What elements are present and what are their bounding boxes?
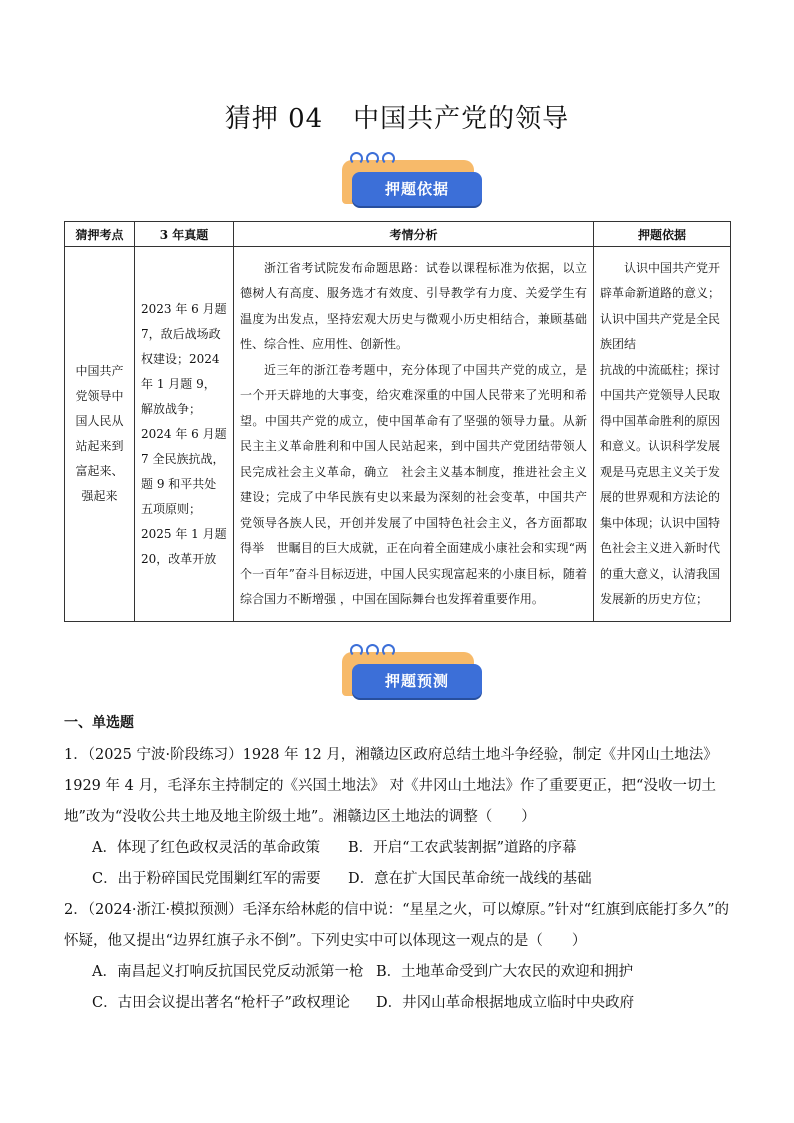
option-d[interactable]: D．意在扩大国民革命统一战线的基础 (348, 871, 592, 887)
cell-analysis (234, 247, 594, 622)
question-stem: 2．（2024·浙江·模拟预测）毛泽东给林彪的信中说：“星星之火，可以燎原。”针对“红旗到底能打多久”的怀疑，他又提出“边界红旗子永不倒”。下列史实中可以体现这一观点的是（ ） (64, 902, 729, 949)
banner-prediction (336, 642, 482, 698)
binder-rings-icon (350, 150, 398, 164)
binder-rings-icon (350, 642, 398, 656)
options (64, 833, 734, 895)
basis-paragraph-2: 抗战的中流砥柱；探讨中国共产党领导人民取得中国革命胜利的原因和意义。认识科学发展观是马克思主义关于发展的世界观和方法论的集中体现；认识中国特色社会主义进入新时代的重大意义，认清我国发展新的历史方位； (600, 362, 721, 606)
header-topic: 猜押考点 (65, 222, 135, 247)
analysis-paragraph-2: 近三年的浙江卷考题中，充分体现了中国共产党的成立，是一个开天辟地的大事变，给灾难深重的中国人民带来了光明和希望。中国共产党的成立，使中国革命有了坚强的领导力量。从新民主主义革命胜利和中国人民站起来，到中国共产党团结带领人民完成社会主义革命，确立 社会主义基本制度，推进社会主义建设；完成了中华民族有史以来最为深刻的社会变革，中国共产党领导各族人民，开创并发展了中国特色社会主义，各方面都取得举 世瞩目的巨大成就，正在向着全面建成小康社会和实现“两 个一百年”奋斗目标迈进，中国人民实现富起来的小康目标，随着综合国力不断增强 ，中国在国际舞台也发挥着重要作用。 (240, 362, 587, 606)
option-b[interactable]: B．开启“工农武装割据”道路的序幕 (348, 840, 577, 856)
header-analysis: 考情分析 (234, 222, 594, 247)
option-c[interactable]: C．出于粉碎国民党围剿红军的需要 (92, 871, 321, 887)
analysis-paragraph-1: 浙江省考试院发布命题思路：试卷以课程标准为依据，以立德树人有高度、服务选才有效度、引导教学有力度、关爱学生有温度为出发点，坚持宏观大历史与微观小历史相结合，兼顾基础性、综合性、应用性、创新性。 (240, 260, 587, 351)
banner-basis (336, 150, 482, 206)
title-prefix: 猜押 04 (224, 104, 324, 134)
analysis-table (64, 221, 731, 622)
title-main: 中国共产党的领导 (353, 104, 570, 134)
banner-label: 押题依据 (352, 172, 482, 206)
section-heading: 一、单选题 (64, 715, 134, 731)
options (64, 957, 734, 1019)
question-2 (64, 895, 734, 1019)
header-basis: 押题依据 (594, 222, 731, 247)
option-b[interactable]: B．土地革命受到广大农民的欢迎和拥护 (376, 964, 634, 980)
header-past-exams: 3 年真题 (135, 222, 234, 247)
question-stem: 1．（2025 宁波·阶段练习）1928 年 12 月，湘赣边区政府总结土地斗争经验，制定《井冈山土地法》 1929 年 4 月，毛泽东主持制定的《兴国土地法》 对《井冈山土地法》作了重要更正，把“没收一切土地”改为“没收公共土地及地主阶级土地”。湘赣边区土地法的调整（ ） (64, 747, 718, 825)
option-d[interactable]: D．井冈山革命根据地成立临时中央政府 (376, 995, 635, 1011)
page-title (0, 98, 794, 135)
option-a[interactable]: A．南昌起义打响反抗国民党反动派第一枪 (92, 964, 364, 980)
option-c[interactable]: C．古田会议提出著名“枪杆子”政权理论 (92, 995, 350, 1011)
cell-topic: 中国共产党领导中国人民从站起来到富起来、强起来 (65, 247, 135, 622)
question-1 (64, 740, 734, 895)
basis-paragraph-1: 认识中国共产党开辟革命新道路的意义；认识中国共产党是全民族团结 (600, 260, 721, 351)
cell-basis (594, 247, 731, 622)
table-header-row (65, 222, 731, 247)
cell-past-exams: 2023 年 6 月题 7，敌后战场政权建设；2024 年 1 月题 9，解放战争；2024 年 6 月题 7 全民族抗战，题 9 和平共处五项原则；2025 年 1 月题 20，改革开放 (135, 247, 234, 622)
option-a[interactable]: A．体现了红色政权灵活的革命政策 (92, 840, 320, 856)
banner-label: 押题预测 (352, 664, 482, 698)
table-row (65, 247, 731, 622)
